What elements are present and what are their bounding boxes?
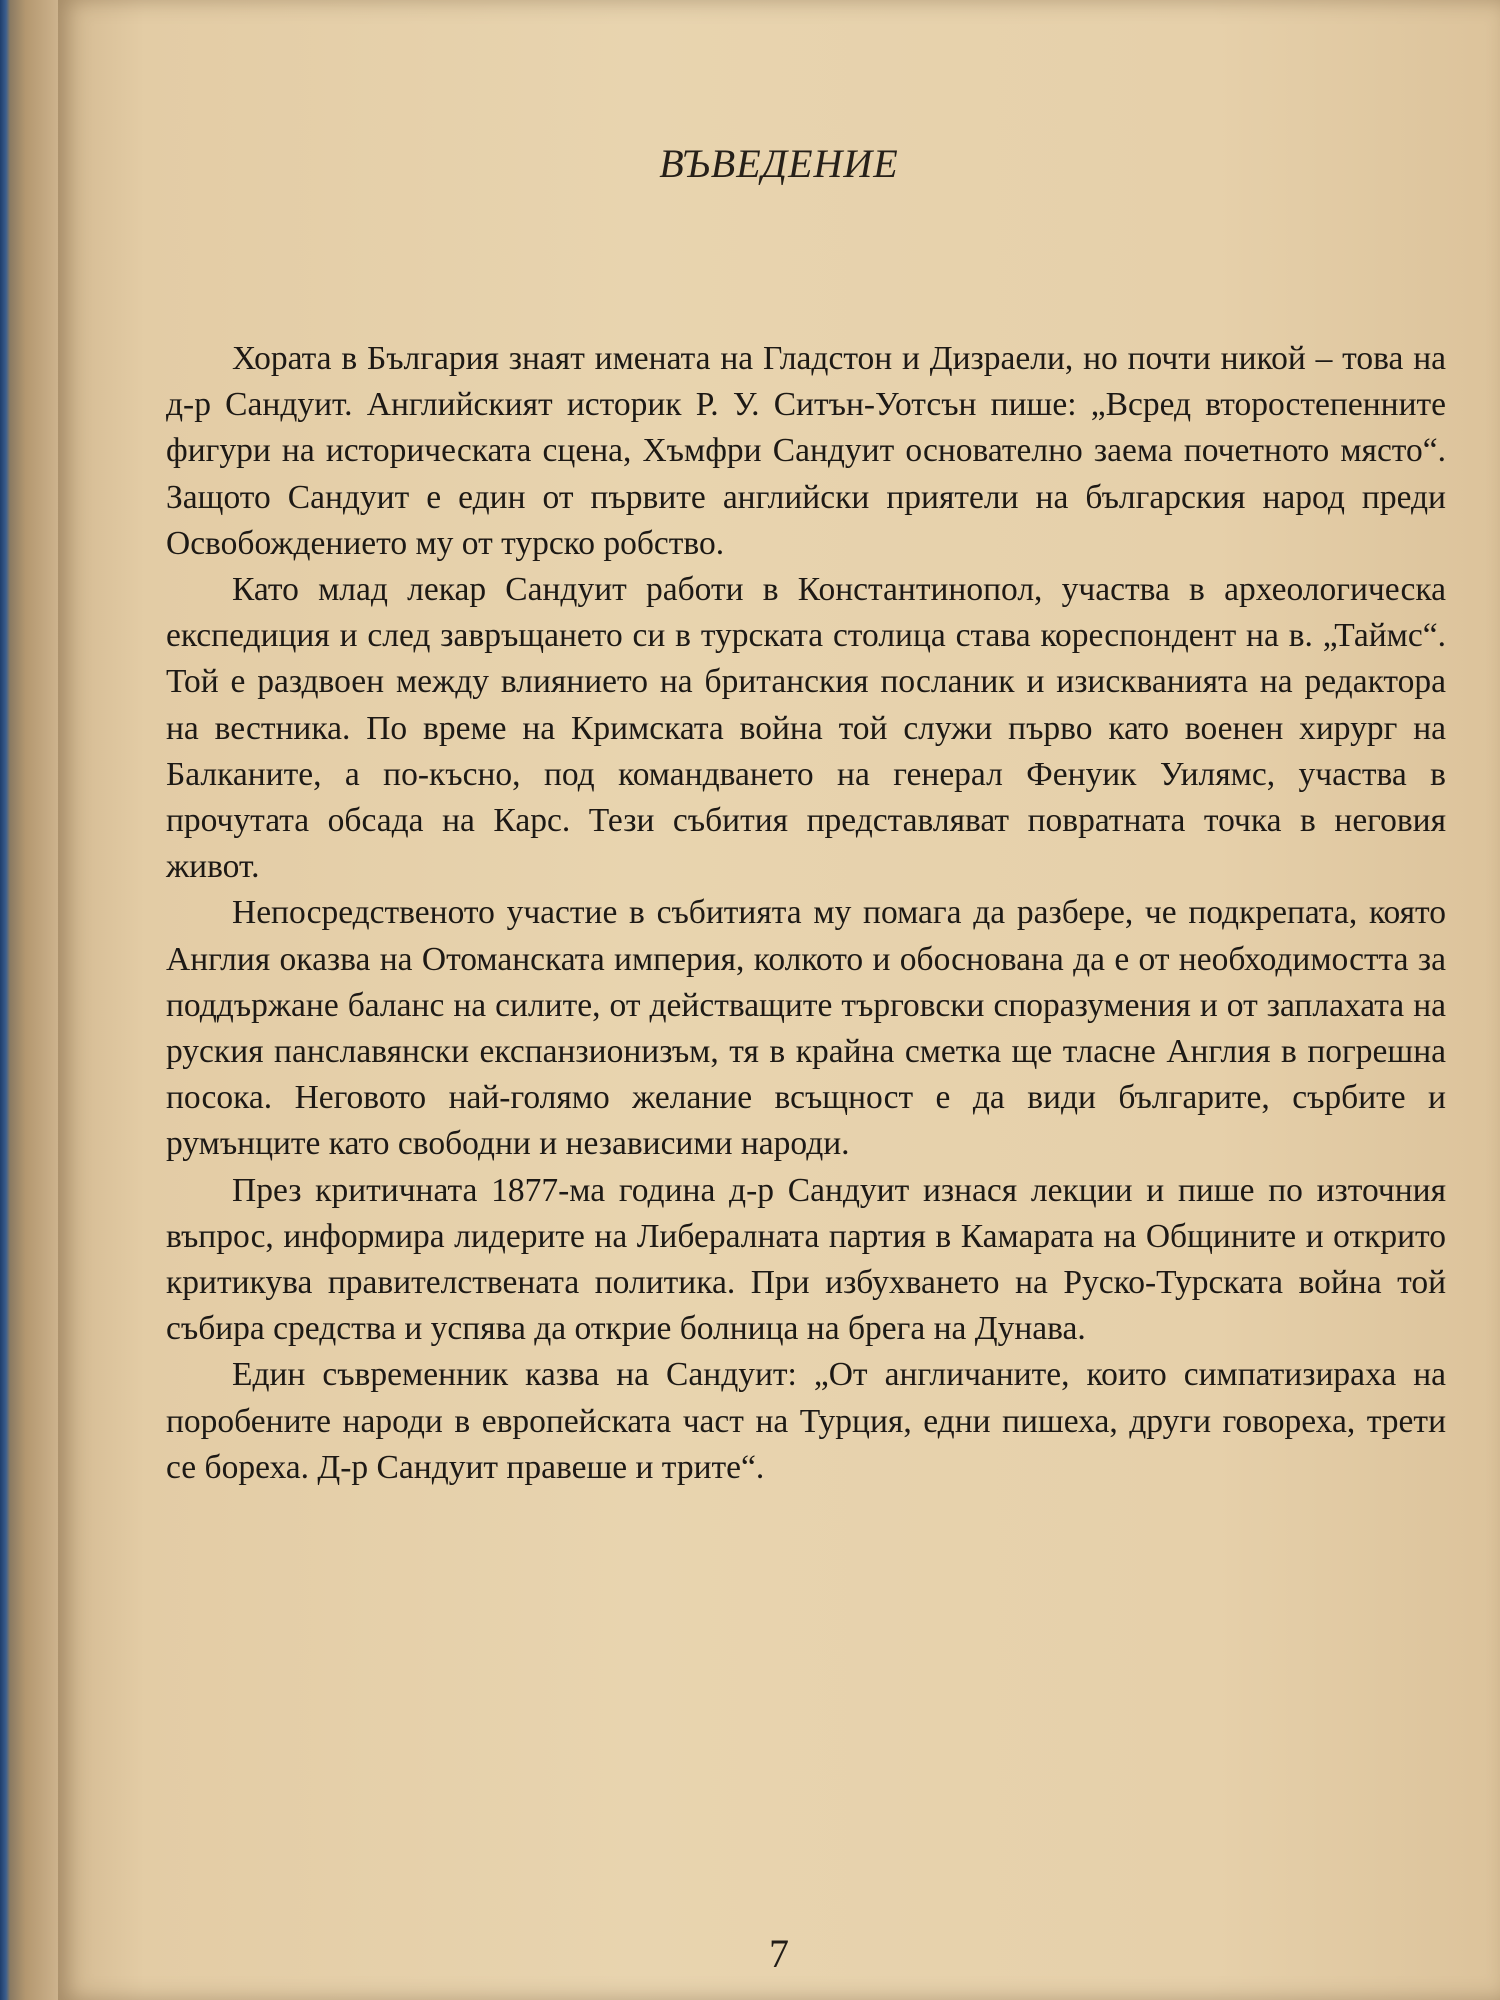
paragraph-2: Като млад лекар Сандуит работи в Константинопол, участва в археологическа експедиция и след завръщането си в турската столица става кореспондент на в. „Таймс“. Той е раздвоен между влиянието на британския посланик и изискванията на редактора на вестника. По време на Кримската война той служи първо като военен хирург на Балканите, а по-късно, под командването на генерал Фенуик Уилямс, участва в прочутата обсада на Карс. Тези събития представляват повратната точка в неговия живот. bbox=[166, 571, 1446, 886]
book-spine-edge bbox=[0, 0, 58, 2000]
page-title: ВЪВЕДЕНИЕ bbox=[659, 141, 899, 186]
paragraph-1: Хората в България знаят имената на Гладстон и Дизраели, но почти никой – това на д-р Сандуит. Английският историк Р. У. Ситън-Уотсън пише: „Всред второстепенните фигури на историческата сцена, Хъмфри Сандуит основателно заема почетното място“. Защото Сандуит е един от първите английски приятели на българския народ преди Освобождението му от турско робство. bbox=[166, 340, 1446, 562]
paragraph-4: През критичната 1877-ма година д-р Сандуит изнася лекции и пише по източния въпрос, информира лидерите на Либералната партия в Камарата на Общините и открито критикува правителствената политика. При избухването на Руско-Турската война той събира средства и успява да открие болница на брега на Дунава. bbox=[166, 1171, 1446, 1348]
page-number: 7 bbox=[769, 1931, 789, 1976]
body-text bbox=[166, 336, 1446, 1491]
paragraph-5: Един съвременник казва на Сандуит: „От англичаните, които симпатизираха на поробените народи в европейската част на Турция, едни пишеха, други говореха, трети се бореха. Д-р Сандуит правеше и трите“. bbox=[166, 1356, 1446, 1486]
paragraph-3: Непосредственото участие в събитията му помага да разбере, че подкрепата, която Англия оказва на Отоманската империя, колкото и обоснована да е от необходимостта за поддържане баланс на силите, от действащите търговски споразумения и от заплахата на руския панславянски експанзионизъм, тя в крайна сметка ще тласне Англия в погрешна посока. Неговото най-голямо желание всъщност е да види българите, сърбите и румънците като свободни и независими народи. bbox=[166, 894, 1446, 1163]
book-page bbox=[58, 0, 1500, 2000]
